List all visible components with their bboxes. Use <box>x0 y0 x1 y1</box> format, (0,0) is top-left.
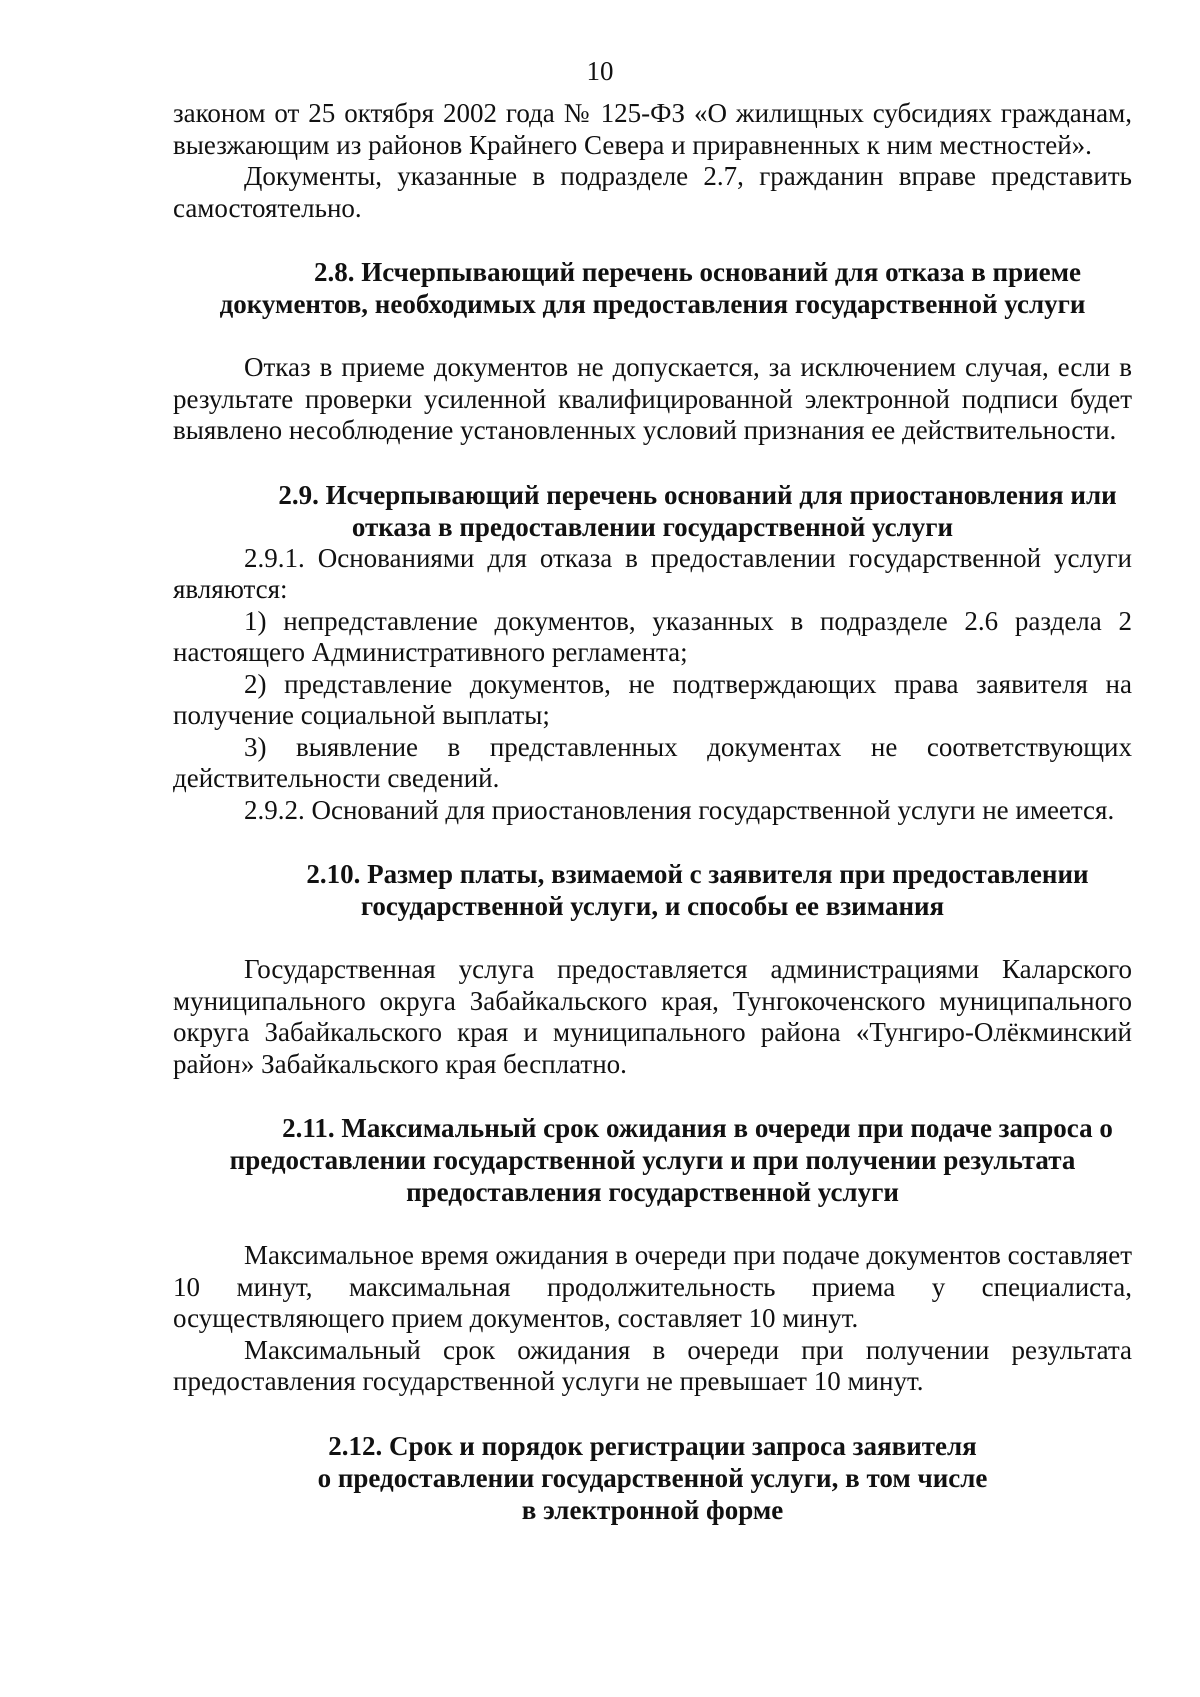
heading-line: 2.12. Срок и порядок регистрации запроса заявителя <box>328 1430 977 1461</box>
document-body <box>173 98 1132 1526</box>
paragraph: Максимальное время ожидания в очереди при подаче документов составляет 10 минут, максимальная продолжительность приема у специалиста, осуществляющего прием документов, составляет 10 минут. <box>173 1240 1132 1333</box>
section-heading-2-10: 2.10. Размер платы, взимаемой с заявителя при предоставлении государственной услуги, и способы ее взимания <box>306 859 1089 921</box>
paragraph: законом от 25 октября 2002 года № 125-ФЗ «О жилищных субсидиях гражданам, выезжающим из районов Крайнего Севера и приравненных к ним местностей». <box>173 98 1132 160</box>
section-heading-2-9: 2.9. Исчерпывающий перечень оснований для приостановления или отказа в предоставлении государственной услуги <box>278 479 1117 542</box>
paragraph: 2.9.1. Основаниями для отказа в предоставлении государственной услуги являются: <box>173 542 1132 604</box>
paragraph: Максимальный срок ожидания в очереди при получении результата предоставления государственной услуги не превышает 10 минут. <box>173 1334 1132 1396</box>
paragraph: Государственная услуга предоставляется администрациями Каларского муниципального округа Забайкальского края, Тунгокоченского муниципального округа Забайкальского края и муниципального района «Тунгиро-Олёкминский район» Забайкальского края бесплатно. <box>173 954 1132 1079</box>
paragraph: 2.9.2. Оснований для приостановления государственной услуги не имеется. <box>244 794 1115 825</box>
list-item: 3) выявление в представленных документах не соответствующих действительности сведений. <box>173 731 1132 793</box>
heading-line: в электронной форме <box>521 1494 784 1525</box>
page-number: 10 <box>586 56 614 86</box>
section-heading-2-12 <box>173 1430 1132 1526</box>
paragraph: Документы, указанные в подразделе 2.7, гражданин вправе представить самостоятельно. <box>173 161 1132 223</box>
list-item: 1) непредставление документов, указанных в подразделе 2.6 раздела 2 настоящего Административного регламента; <box>173 605 1132 667</box>
section-heading-2-8: 2.8. Исчерпывающий перечень оснований для отказа в приеме документов, необходимых для предоставления государственной услуги <box>219 257 1086 319</box>
list-item: 2) представление документов, не подтверждающих права заявителя на получение социальной выплаты; <box>173 668 1132 730</box>
heading-line: о предоставлении государственной услуги, в том числе <box>317 1462 988 1493</box>
section-heading-2-11: 2.11. Максимальный срок ожидания в очереди при подаче запроса о предоставлении государственной услуги и при получении результата предоставления государственной услуги <box>229 1113 1113 1207</box>
paragraph: Отказ в приеме документов не допускается, за исключением случая, если в результате проверки усиленной квалифицированной электронной подписи будет выявлено несоблюдение установленных условий признания ее действительности. <box>173 352 1132 445</box>
